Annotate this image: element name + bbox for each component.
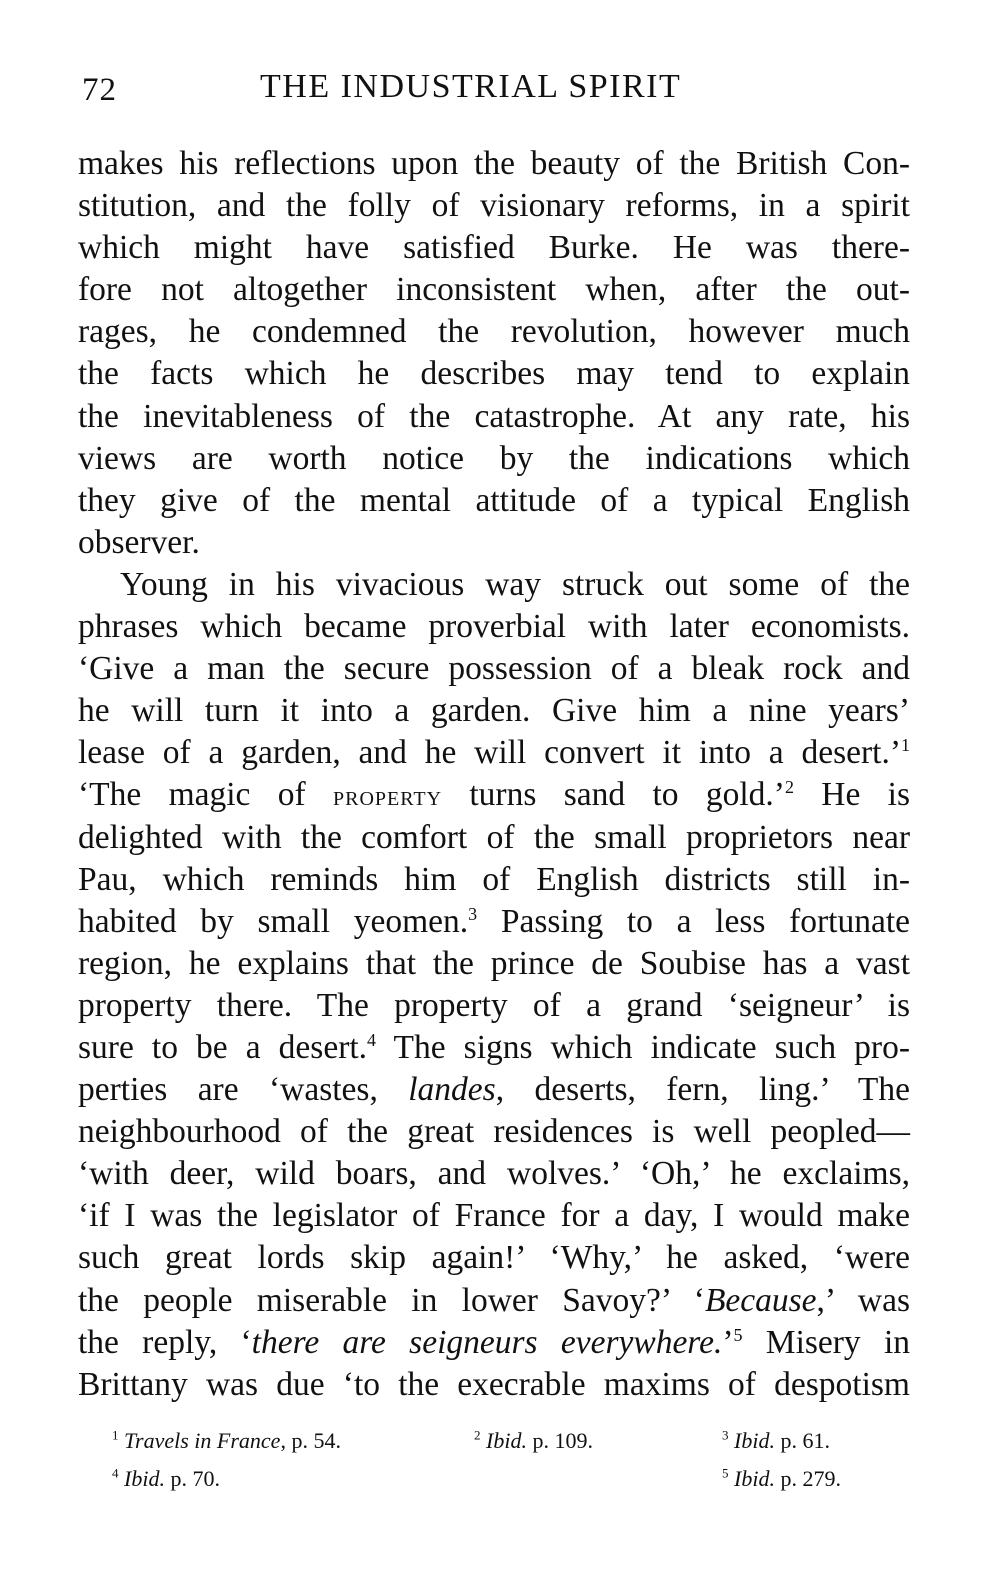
text-segment: He is [793,776,911,814]
footnote-source: Travels in France [124,1428,281,1453]
text-line: delighted with the comfort of the small proprietors near [78,818,910,856]
text-segment: Passing to a less fortunate [477,902,910,940]
footnote [474,1428,593,1454]
footnote-mark: 4 [112,1465,119,1481]
body-text [78,143,910,1406]
text-line: phrases which became proverbial with later economists. [78,608,910,646]
footnote [722,1466,841,1492]
italic-phrase: there are seigneurs everywhere. [251,1323,723,1361]
text-line: views are worth notice by the indications which [78,439,910,477]
text-line: Brittany was due ‘to the execrable maxims of despotism [78,1365,910,1403]
footnote-page: p. 109. [526,1428,593,1453]
footnote-ref: 1 [901,735,910,756]
text-line: makes his reflections upon the beauty of the British Con- [78,145,910,182]
text-line [78,901,910,943]
text-line [78,1322,910,1364]
text-segment: Misery in [742,1323,911,1361]
footnote [722,1428,830,1454]
text-segment: perties are ‘wastes, [78,1071,409,1109]
text-line [78,732,910,774]
italic-word: Because [704,1281,817,1319]
footnote-mark: 1 [112,1427,119,1443]
footnote-page: p. 61. [774,1428,830,1453]
footnote-source: Ibid. [486,1428,527,1453]
text-segment: ,’ was [816,1281,910,1319]
text-segment: lease of a garden, and he will convert it into a desert.’ [78,734,901,772]
text-line: fore not altogether inconsistent when, after the out- [78,271,910,309]
footnote-source: Ibid. [734,1466,775,1491]
footnote-row [112,1428,912,1466]
text-line: they give of the mental attitude of a typical English [78,481,910,519]
text-segment: , deserts, fern, ling.’ The [495,1071,911,1109]
footnote-page: p. 279. [774,1466,841,1491]
text-line [78,1027,910,1069]
text-segment: The signs which indicate such pro- [376,1028,910,1066]
footnote-ref: 2 [784,777,794,798]
text-line: ‘Give a man the secure possession of a bleak rock and [78,650,910,688]
text-line: ‘with deer, wild boars, and wolves.’ ‘Oh,’ he exclaims, [78,1155,910,1193]
page-header [82,68,922,112]
text-line: the facts which he describes may tend to explain [78,355,910,393]
text-segment: turns sand to gold.’ [442,776,785,814]
text-line: observer. [78,523,200,561]
footnote-mark: 2 [474,1427,481,1443]
text-line: stitution, and the folly of visionary reforms, in a spirit [78,187,910,225]
footnote-ref: 4 [367,1029,377,1050]
text-segment: ‘The magic of [78,776,333,814]
text-line: he will turn it into a garden. Give him a nine years’ [78,692,910,730]
text-segment: ’ [722,1323,734,1361]
text-line: property there. The property of a grand ‘seigneur’ is [78,986,910,1024]
footnote-ref: 5 [733,1324,743,1345]
text-line: the inevitableness of the catastrophe. At any rate, his [78,397,910,435]
running-head: THE INDUSTRIAL SPIRIT [260,68,682,105]
text-line: which might have satisfied Burke. He was there- [78,229,910,267]
text-line: such great lords skip again!’ ‘Why,’ he asked, ‘were [78,1239,910,1277]
text-segment: the people miserable in lower Savoy?’ ‘ [78,1281,705,1319]
text-line [78,774,910,816]
footnote-source: Ibid. [124,1466,165,1491]
text-line: neighbourhood of the great residences is well peopled— [78,1113,910,1151]
page-number: 72 [82,72,117,108]
footnote-mark: 3 [722,1427,729,1443]
footnotes [112,1428,912,1504]
footnote [112,1428,341,1454]
paragraph-start-line: Young in his vivacious way struck out some of the [120,565,910,603]
footnote-source: Ibid. [734,1428,775,1453]
text-line [78,1069,910,1111]
footnote-mark: 5 [722,1465,729,1481]
text-segment: the reply, ‘ [78,1323,252,1361]
text-segment: sure to be a desert. [78,1028,368,1066]
footnote-page: p. 70. [164,1466,220,1491]
italic-word: landes [408,1071,496,1109]
footnote [112,1466,220,1492]
text-line: rages, he condemned the revolution, however much [78,313,910,351]
text-line: Pau, which reminds him of English districts still in- [78,860,910,898]
text-line: ‘if I was the legislator of France for a day, I would make [78,1197,910,1235]
text-segment: habited by small yeomen. [78,902,469,940]
footnote-row [112,1466,912,1504]
text-line [78,1280,910,1322]
text-line: region, he explains that the prince de Soubise has a vast [78,944,910,982]
footnote-ref: 3 [468,903,478,924]
small-caps-word: property [333,781,443,813]
footnote-page: , p. 54. [280,1428,341,1453]
